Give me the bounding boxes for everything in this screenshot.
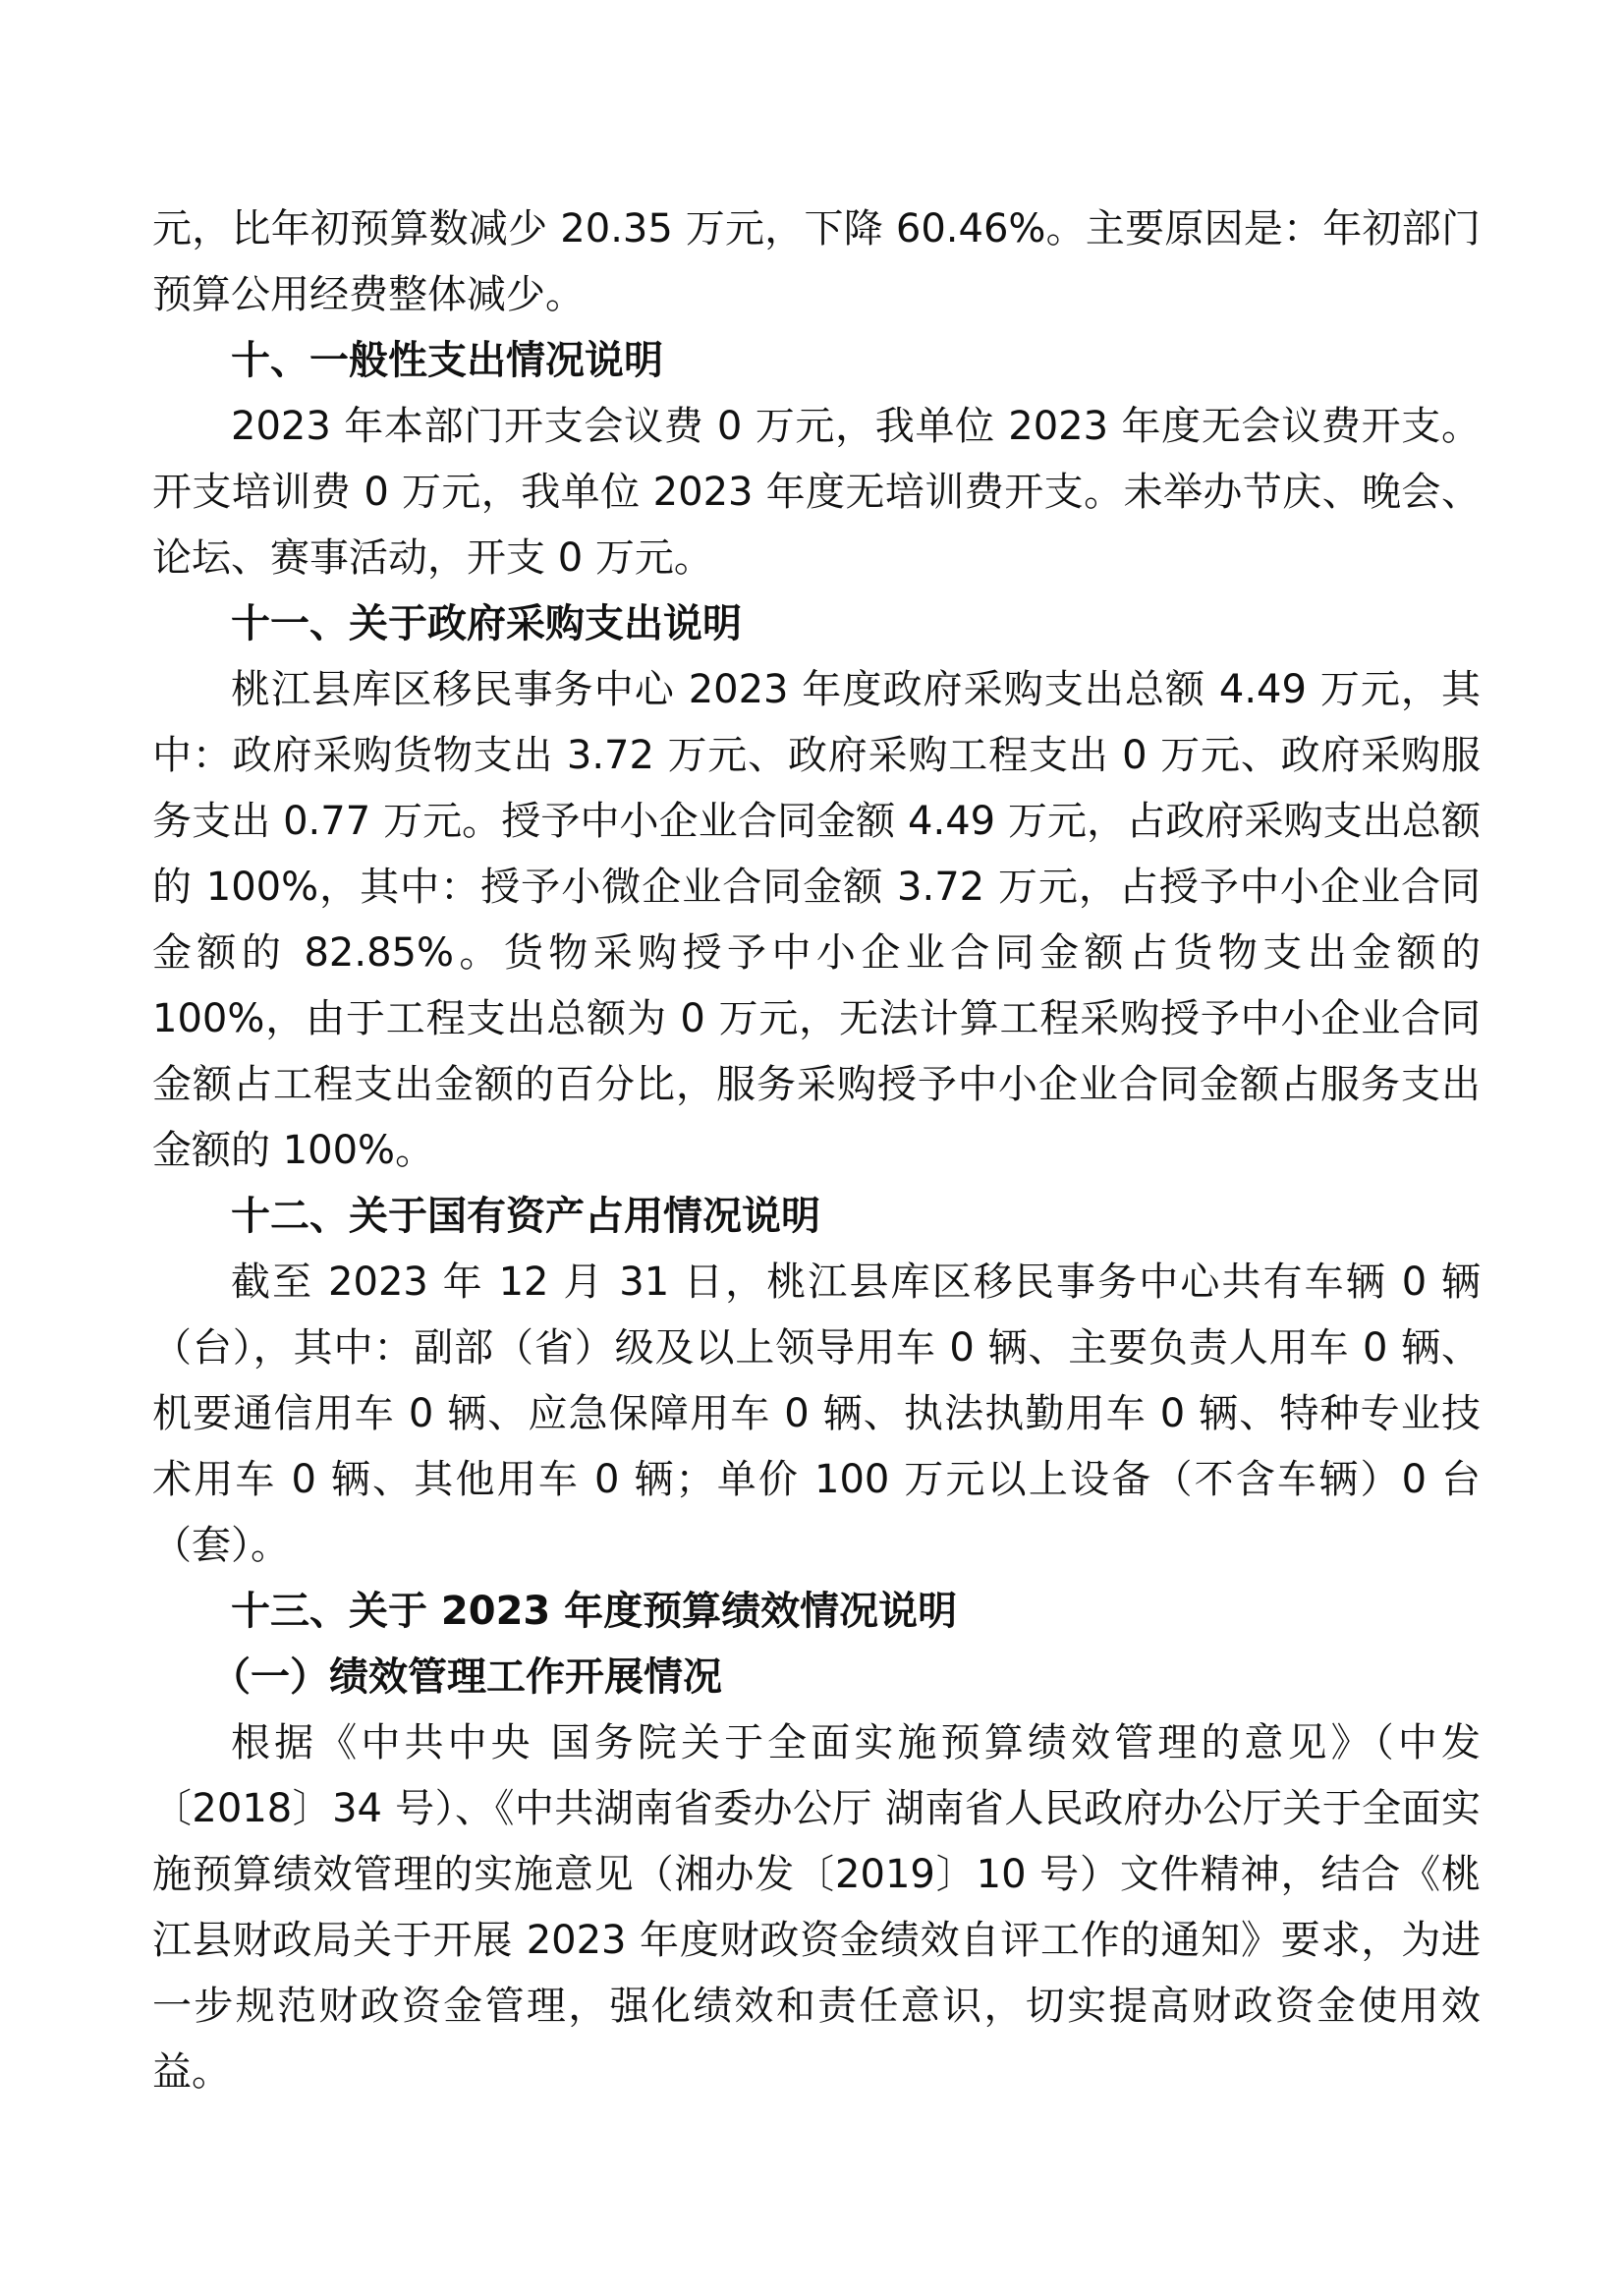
- paragraph-state-assets: 截至 2023 年 12 月 31 日，桃江县库区移民事务中心共有车辆 0 辆（台），其中：副部（省）级及以上领导用车 0 辆、主要负责人用车 0 辆、机要通信用车 0 辆、应急保障用车 0 辆、执法执勤用车 0 辆、特种专业技术用车 0 辆、其他用车 0 辆；单价 100 万元以上设备（不含车辆）0 台（套）。: [152, 1260, 1481, 1568]
- paragraph-government-procurement: 桃江县库区移民事务中心 2023 年度政府采购支出总额 4.49 万元，其中：政府采购货物支出 3.72 万元、政府采购工程支出 0 万元、政府采购服务支出 0.77 万元。授予中小企业合同金额 4.49 万元，占政府采购支出总额的 100%，其中：授予小微企业合同金额 3.72 万元，占授予中小企业合同金额的 82.85%。货物采购授予中小企业合同金额占货物支出金额的 100%，由于工程支出总额为 0 万元，无法计算工程采购授予中小企业合同金额占工程支出金额的百分比，服务采购授予中小企业合同金额占服务支出金额的 100%。: [152, 667, 1481, 1173]
- paragraph-general-expenditure: 2023 年本部门开支会议费 0 万元，我单位 2023 年度无会议费开支。开支培训费 0 万元，我单位 2023 年度无培训费开支。未举办节庆、晚会、论坛、赛事活动，开支 0 万元。: [152, 404, 1481, 581]
- paragraph-performance-management: 根据《中共中央 国务院关于全面实施预算绩效管理的意见》（中发〔2018〕34 号）、《中共湖南省委办公厅 湖南省人民政府办公厅关于全面实施预算绩效管理的实施意见（湘办发〔2019〕10 号）文件精神，结合《桃江县财政局关于开展 2023 年度财政资金绩效自评工作的通知》要求，为进一步规范财政资金管理，强化绩效和责任意识，切实提高财政资金使用效益。: [152, 1720, 1481, 2095]
- paragraph-public-funds-continuation: 元，比年初预算数减少 20.35 万元，下降 60.46%。主要原因是：年初部门预算公用经费整体减少。: [152, 206, 1481, 317]
- heading-budget-performance: 十三、关于 2023 年度预算绩效情况说明: [231, 1589, 958, 1634]
- heading-state-assets: 十二、关于国有资产占用情况说明: [231, 1194, 820, 1239]
- document-body: [152, 196, 1481, 2105]
- heading-general-expenditure: 十、一般性支出情况说明: [231, 338, 663, 383]
- subheading-performance-management: （一）绩效管理工作开展情况: [211, 1654, 722, 1700]
- heading-government-procurement: 十一、关于政府采购支出说明: [231, 601, 742, 646]
